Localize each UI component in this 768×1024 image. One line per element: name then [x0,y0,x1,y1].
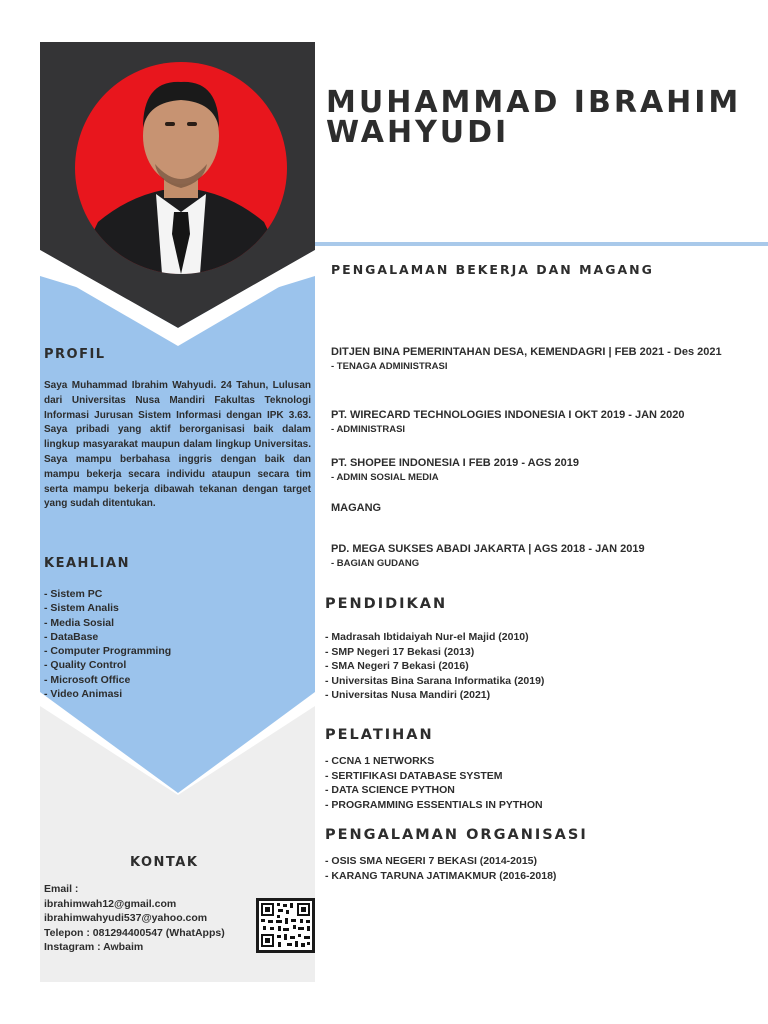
organization-heading: PENGALAMAN ORGANISASI [325,827,588,843]
email-link[interactable]: ibrahimwah12@gmail.com [44,897,177,910]
list-item: - Madrasah Ibtidaiyah Nur-el Majid (2010) [325,631,529,643]
instagram-handle: Instagram : Awbaim [44,941,144,954]
list-item: - CCNA 1 NETWORKS [325,755,435,767]
list-item: - OSIS SMA NEGERI 7 BEKASI (2014-2015) [325,855,538,867]
list-item: - SERTIFIKASI DATABASE SYSTEM [325,769,503,782]
email-label: Email : [44,883,79,895]
name-line-2: WAHYUDI [326,115,510,150]
job-entry [331,455,751,484]
training-heading: PELATIHAN [325,727,434,743]
internship-title: PD. MEGA SUKSES ABADI JAKARTA | AGS 2018 - JAN 2019 [331,543,645,555]
list-item: - SMA Negeri 7 Bekasi (2016) [325,660,469,673]
job-title: PT. SHOPEE INDONESIA I FEB 2019 - AGS 2019 [331,457,579,469]
qr-code-icon[interactable] [256,898,315,953]
job-entry [331,407,751,436]
organization-list [325,854,556,883]
job-role: - TENAGA ADMINISTRASI [331,361,448,372]
list-item: - Computer Programming [44,645,172,658]
list-item: - Universitas Bina Sarana Informatika (2019) [325,674,545,687]
internship-role: - BAGIAN GUDANG [331,558,420,569]
internship-label: MAGANG [331,502,382,514]
list-item: - Universitas Nusa Mandiri (2021) [325,689,491,702]
contact-heading: KONTAK [130,855,199,870]
list-item: - PROGRAMMING ESSENTIALS IN PYTHON [325,798,543,811]
name-line-1: MUHAMMAD IBRAHIM [326,85,742,120]
training-list [325,754,543,812]
profile-text: Saya Muhammad Ibrahim Wahyudi. 24 Tahun, Lulusan dari Universitas Nusa Mandiri Fakultas Teknologi Informasi Jurusan Sistem Informasi dengan IPK 3.63. Saya pribadi yang aktif berorganisasi baik dalam lingkup masyarakat maupun dalam lingkup Universitas. Saya mampu berbahasa inggris dengan baik dan mampu bekerja secara individu ataupun secara tim serta mampu bekerja dibawah tekanan dengan target yang sudah ditentukan. [44,380,311,510]
list-item: - Sistem Analis [44,602,119,615]
education-heading: PENDIDIKAN [325,596,448,612]
list-item: - KARANG TARUNA JATIMAKMUR (2016-2018) [325,869,557,882]
profile-heading: PROFIL [44,347,106,362]
list-item: - DATA SCIENCE PYTHON [325,784,455,797]
list-item: - Media Sosial [44,616,115,629]
skills-list [44,587,171,701]
list-item: - Video Animasi [44,688,123,701]
list-item: - DataBase [44,630,99,643]
list-item: - SMP Negeri 17 Bekasi (2013) [325,645,475,658]
skills-heading: KEAHLIAN [44,556,130,571]
education-list [325,630,544,703]
email-link[interactable]: ibrahimwahyudi537@yahoo.com [44,912,208,925]
list-item: - Quality Control [44,659,127,672]
list-item: - Sistem PC [44,588,103,600]
list-item: - Microsoft Office [44,673,131,686]
job-role: - ADMIN SOSIAL MEDIA [331,472,439,483]
phone-number: Telepon : 081294400547 (WhatApps) [44,926,225,939]
job-title: PT. WIRECARD TECHNOLOGIES INDONESIA I OKT 2019 - JAN 2020 [331,409,685,421]
job-entry [331,344,751,373]
internship-entry [331,541,751,570]
job-title: DITJEN BINA PEMERINTAHAN DESA, KEMENDAGRI | FEB 2021 - Des 2021 [331,346,722,358]
experience-heading: PENGALAMAN BEKERJA DAN MAGANG [331,262,654,277]
contact-block [44,882,259,955]
header-divider [315,242,768,246]
job-role: - ADMINISTRASI [331,424,406,435]
profile-photo [68,62,294,274]
